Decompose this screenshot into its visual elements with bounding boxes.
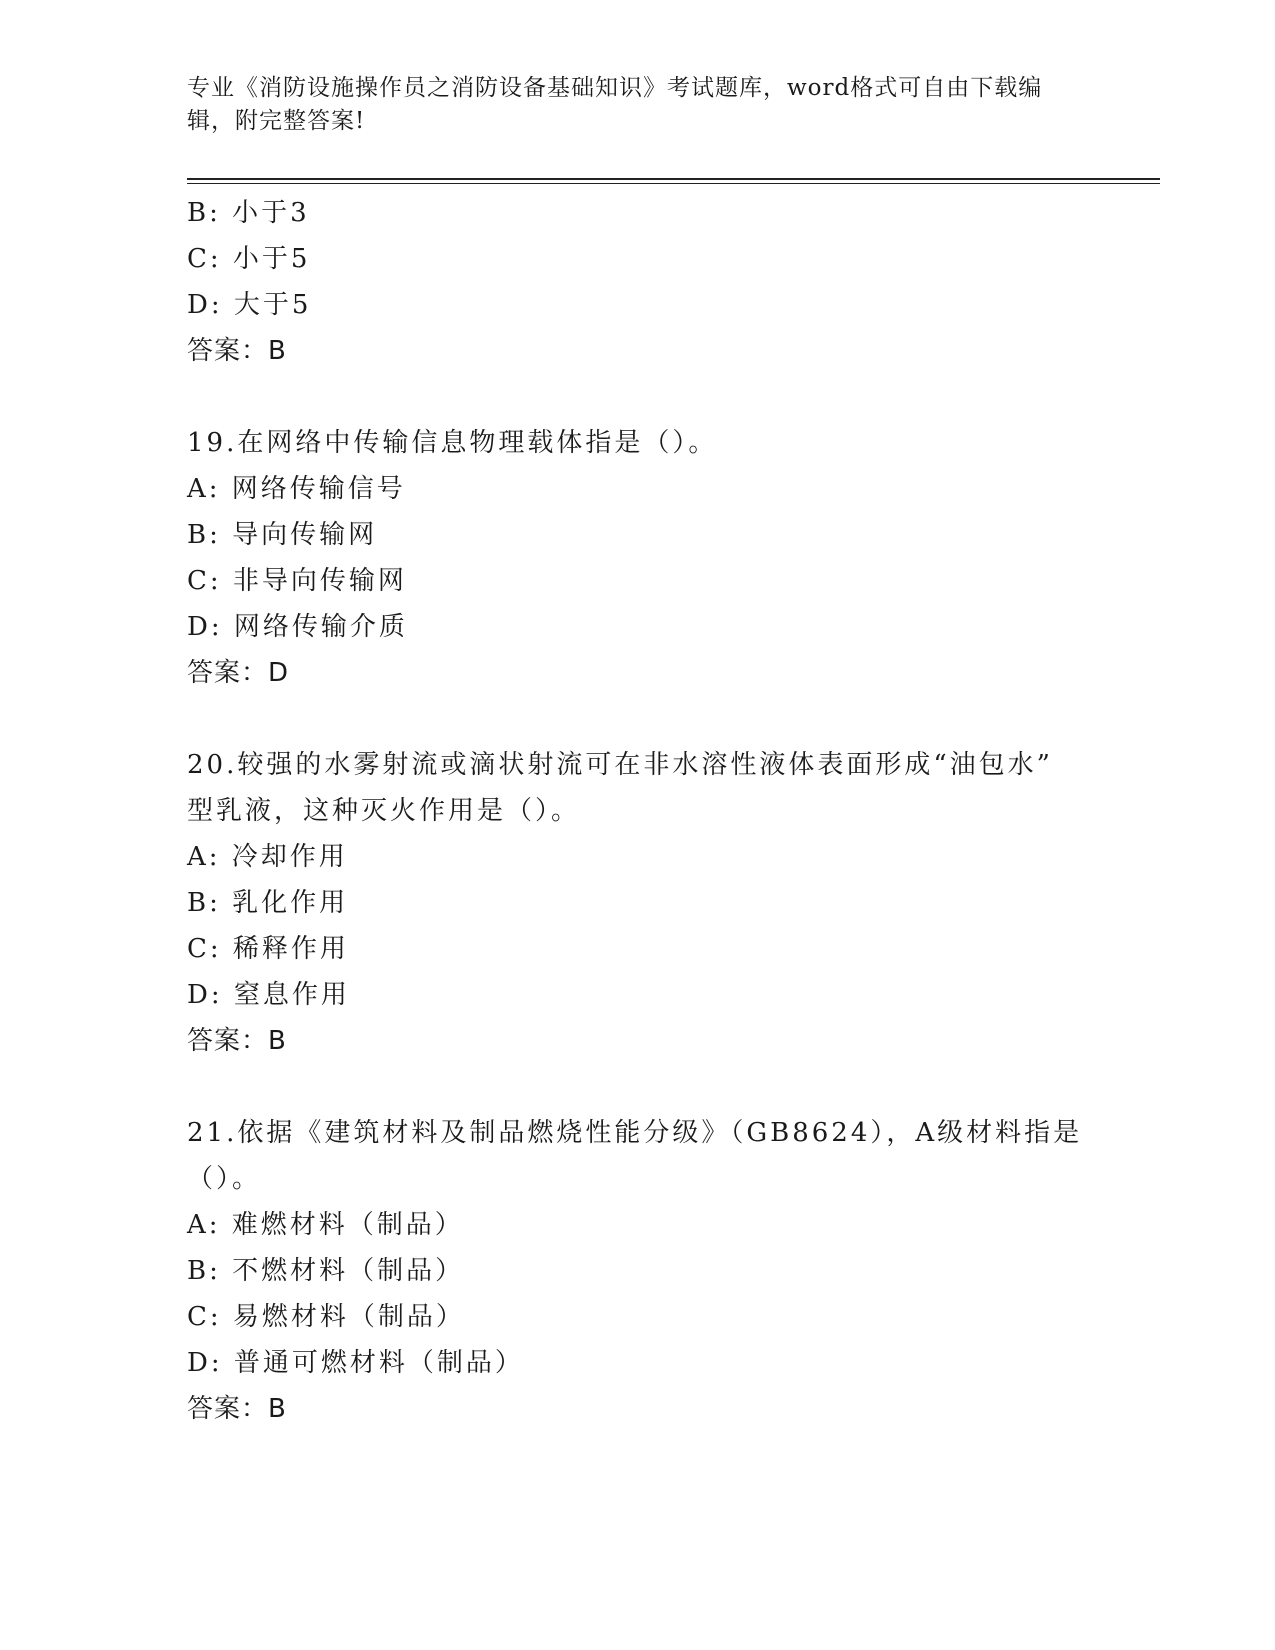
- option-c: C: 小于5: [187, 244, 311, 274]
- answer-line: 答案：B: [187, 1394, 287, 1424]
- option-b: B: 导向传输网: [187, 520, 378, 550]
- question-stem-line-2: （）。: [187, 1164, 262, 1194]
- option-a: A: 网络传输信号: [187, 474, 406, 504]
- option-a: A: 难燃材料（制品）: [187, 1210, 464, 1240]
- option-d: D: 网络传输介质: [187, 612, 408, 642]
- option-c: C: 稀释作用: [187, 934, 349, 964]
- question-stem-line-2: 型乳液，这种灭火作用是（）。: [187, 796, 581, 826]
- question-21: [187, 1110, 1087, 1432]
- option-c: C: 易燃材料（制品）: [187, 1302, 465, 1332]
- answer-line: 答案：B: [187, 1026, 287, 1056]
- answer-line: 答案：D: [187, 658, 290, 688]
- spacer: [187, 696, 1087, 742]
- question-stem-line-1: 21.依据《建筑材料及制品燃烧性能分级》（GB8624），A级材料指是: [187, 1118, 1083, 1148]
- option-a: A: 冷却作用: [187, 842, 348, 872]
- question-20: [187, 742, 1087, 1064]
- option-d: D: 普通可燃材料（制品）: [187, 1348, 524, 1378]
- option-d: D: 大于5: [187, 290, 312, 320]
- answer-line: 答案：B: [187, 336, 287, 366]
- option-b: B: 不燃材料（制品）: [187, 1256, 465, 1286]
- header-rule-thin: [187, 183, 1160, 184]
- option-b: B: 小于3: [187, 198, 310, 228]
- option-d: D: 窒息作用: [187, 980, 350, 1010]
- header-rule-thick: [187, 178, 1160, 180]
- option-c: C: 非导向传输网: [187, 566, 407, 596]
- question-19: [187, 420, 1087, 696]
- question-stem: 19.在网络中传输信息物理载体指是（）。: [187, 428, 718, 458]
- spacer: [187, 1064, 1087, 1110]
- question-list: [187, 190, 1087, 1432]
- option-b: B: 乳化作用: [187, 888, 349, 918]
- question-18-continuation: [187, 190, 1087, 374]
- document-header: [187, 72, 1087, 138]
- spacer: [187, 374, 1087, 420]
- header-line-2: 辑，附完整答案!: [187, 108, 366, 134]
- header-line-1: 专业《消防设施操作员之消防设备基础知识》考试题库，word格式可自由下载编: [187, 75, 1043, 101]
- question-stem-line-1: 20.较强的水雾射流或滴状射流可在非水溶性液体表面形成“油包水”: [187, 750, 1053, 780]
